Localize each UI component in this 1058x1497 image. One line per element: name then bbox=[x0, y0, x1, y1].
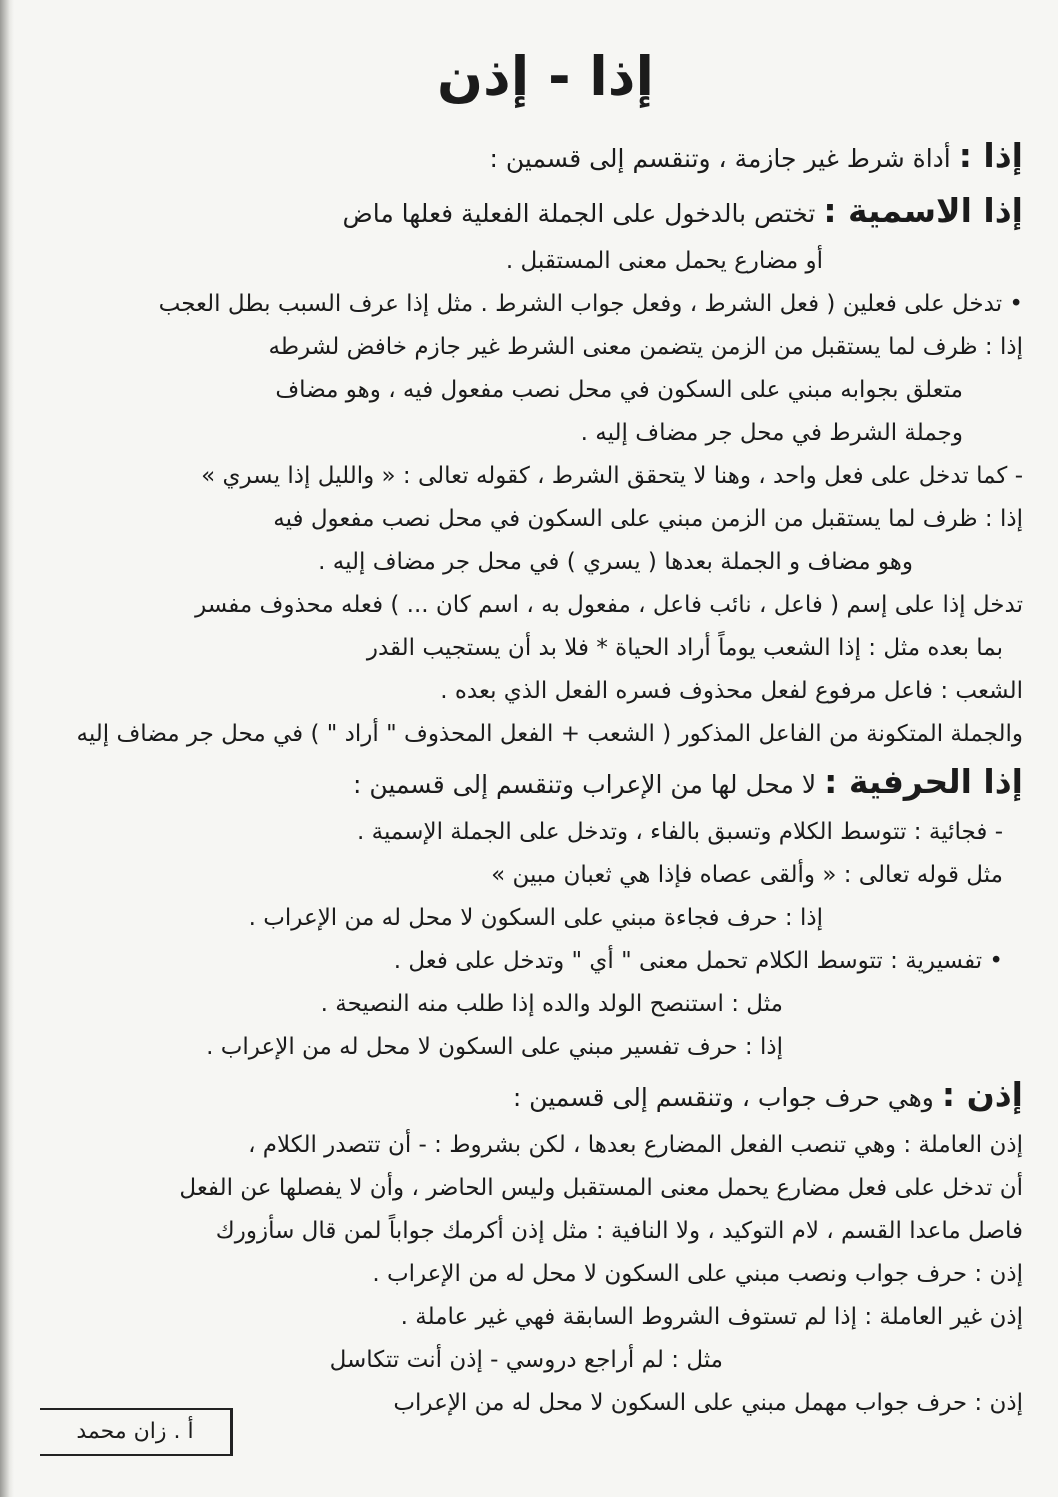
text-line: تدخل إذا على إسم ( فاعل ، نائب فاعل ، مفعول به ، اسم كان ... ) فعله محذوف مفسر bbox=[195, 592, 1023, 618]
text-line: مثل : لم أراجع دروسي - إذن أنت تتكاسل bbox=[329, 1347, 723, 1373]
text-line: • تدخل على فعلين ( فعل الشرط ، وفعل جواب الشرط . مثل إذا عرف السبب بطل العجب bbox=[158, 291, 1023, 317]
scan-edge-shadow bbox=[0, 0, 14, 1497]
heading-idha-ismiya bbox=[28, 185, 1023, 240]
text-line: إذن : حرف جواب ونصب مبني على السكون لا محل له من الإعراب . bbox=[372, 1261, 1023, 1287]
text-line: إذا : حرف تفسير مبني على السكون لا محل له من الإعراب . bbox=[206, 1034, 783, 1060]
text-line: - كما تدخل على فعل واحد ، وهنا لا يتحقق الشرط ، كقوله تعالى : « والليل إذا يسري » bbox=[201, 463, 1023, 489]
heading-text: لا محل لها من الإعراب وتنقسم إلى قسمين : bbox=[353, 770, 817, 799]
text-line: مثل قوله تعالى : « وألقى عصاه فإذا هي ثعبان مبين » bbox=[491, 862, 1003, 888]
heading-idhan bbox=[28, 1069, 1023, 1124]
text-line: وهو مضاف و الجملة بعدها ( يسري ) في محل جر مضاف إليه . bbox=[318, 549, 913, 575]
text-line: إذن : حرف جواب مهمل مبني على السكون لا محل له من الإعراب bbox=[393, 1390, 1023, 1416]
text-line: مثل : استنصح الولد والده إذا طلب منه النصيحة . bbox=[320, 991, 783, 1017]
text-line: وجملة الشرط في محل جر مضاف إليه . bbox=[580, 420, 963, 446]
text-line: والجملة المتكونة من الفاعل المذكور ( الشعب + الفعل المحذوف " أراد " ) في محل جر مضاف إليه bbox=[76, 721, 1023, 747]
definition-idha bbox=[28, 130, 1023, 185]
term-idha-ismiya: إذا الاسمية : bbox=[823, 191, 1023, 230]
text-line: بما بعده مثل : إذا الشعب يوماً أراد الحياة * فلا بد أن يستجيب القدر bbox=[366, 635, 1003, 661]
author-signature-box: أ . زان محمد bbox=[40, 1408, 233, 1456]
text-line: • تفسيرية : تتوسط الكلام تحمل معنى " أي " وتدخل على فعل . bbox=[393, 948, 1003, 974]
document-page bbox=[28, 0, 1023, 1425]
text-line: إذن العاملة : وهي تنصب الفعل المضارع بعدها ، لكن بشروط : - أن تتصدر الكلام ، bbox=[248, 1132, 1023, 1158]
text-line: متعلق بجوابه مبني على السكون في محل نصب مفعول فيه ، وهو مضاف bbox=[275, 377, 963, 403]
text-line: إذا : حرف فجاءة مبني على السكون لا محل له من الإعراب . bbox=[248, 905, 823, 931]
text-line: فاصل ماعدا القسم ، لام التوكيد ، ولا النافية : مثل إذن أكرمك جواباً لمن قال سأزورك bbox=[215, 1218, 1023, 1244]
heading-text: تختص بالدخول على الجملة الفعلية فعلها ماض bbox=[342, 199, 816, 228]
text-line: أن تدخل على فعل مضارع يحمل معنى المستقبل وليس الحاضر ، وأن لا يفصلها عن الفعل bbox=[179, 1175, 1023, 1201]
text-line: - فجائية : تتوسط الكلام وتسبق بالفاء ، وتدخل على الجملة الإسمية . bbox=[356, 819, 1003, 845]
term-idhan: إذن : bbox=[941, 1075, 1023, 1114]
text-line: إذا : ظرف لما يستقبل من الزمن يتضمن معنى الشرط غير جازم خافض لشرطه bbox=[268, 334, 1023, 360]
text-line: أو مضارع يحمل معنى المستقبل . bbox=[505, 248, 823, 274]
text-line: الشعب : فاعل مرفوع لفعل محذوف فسره الفعل الذي بعده . bbox=[440, 678, 1023, 704]
term-idha: إذا : bbox=[958, 136, 1023, 175]
text-line: إذا : ظرف لما يستقبل من الزمن مبني على السكون في محل نصب مفعول فيه bbox=[273, 506, 1023, 532]
page-title: إذا - إذن bbox=[436, 45, 655, 108]
term-idha-harfiya: إذا الحرفية : bbox=[824, 762, 1023, 801]
heading-text: وهي حرف جواب ، وتنقسم إلى قسمين : bbox=[512, 1083, 934, 1112]
text-line: إذن غير العاملة : إذا لم تستوف الشروط السابقة فهي غير عاملة . bbox=[400, 1304, 1023, 1330]
heading-idha-harfiya bbox=[28, 756, 1023, 811]
definition-text: أداة شرط غير جازمة ، وتنقسم إلى قسمين : bbox=[489, 144, 951, 173]
